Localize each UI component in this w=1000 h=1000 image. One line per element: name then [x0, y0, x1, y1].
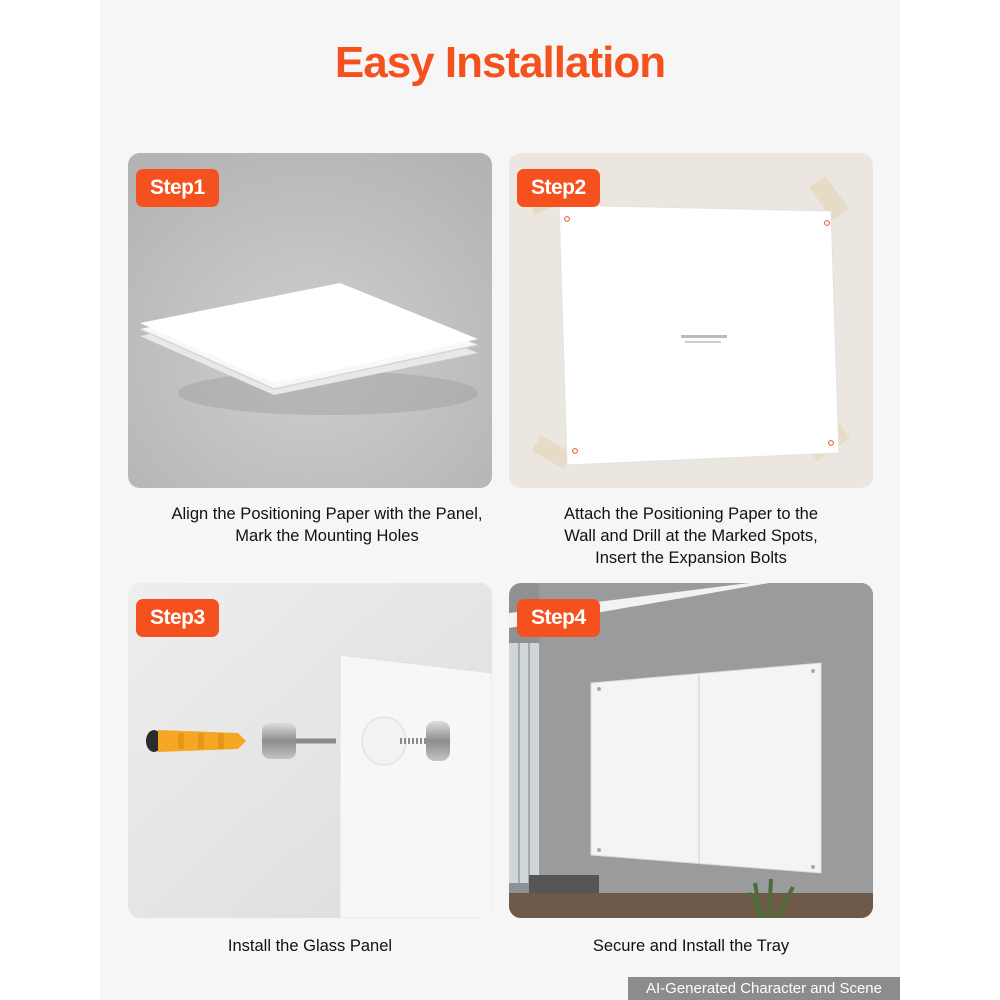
step1-caption [145, 503, 509, 547]
step3-caption [128, 935, 492, 957]
step-badge: Step4 [517, 599, 600, 637]
caption-line: Mark the Mounting Holes [235, 527, 419, 545]
step1-image [128, 153, 492, 488]
caption-line: Wall and Drill at the Marked Spots, [564, 527, 818, 545]
caption-line: Align the Positioning Paper with the Panel, [171, 505, 483, 523]
page-title: Easy Installation [334, 38, 666, 87]
step2-image [509, 153, 873, 488]
caption-line: Attach the Positioning Paper to the [563, 505, 819, 523]
ai-generated-notice: AI-Generated Character and Scene [628, 977, 900, 1000]
step4-image [509, 583, 873, 918]
caption-line: Install the Glass Panel [227, 937, 393, 955]
step-badge: Step3 [136, 599, 219, 637]
step-badge: Step1 [136, 169, 219, 207]
step2-caption [509, 503, 873, 569]
caption-line: Insert the Expansion Bolts [595, 549, 787, 567]
step3-image [128, 583, 492, 918]
step4-caption [509, 935, 873, 957]
step-badge: Step2 [517, 169, 600, 207]
caption-line: Secure and Install the Tray [592, 937, 790, 955]
